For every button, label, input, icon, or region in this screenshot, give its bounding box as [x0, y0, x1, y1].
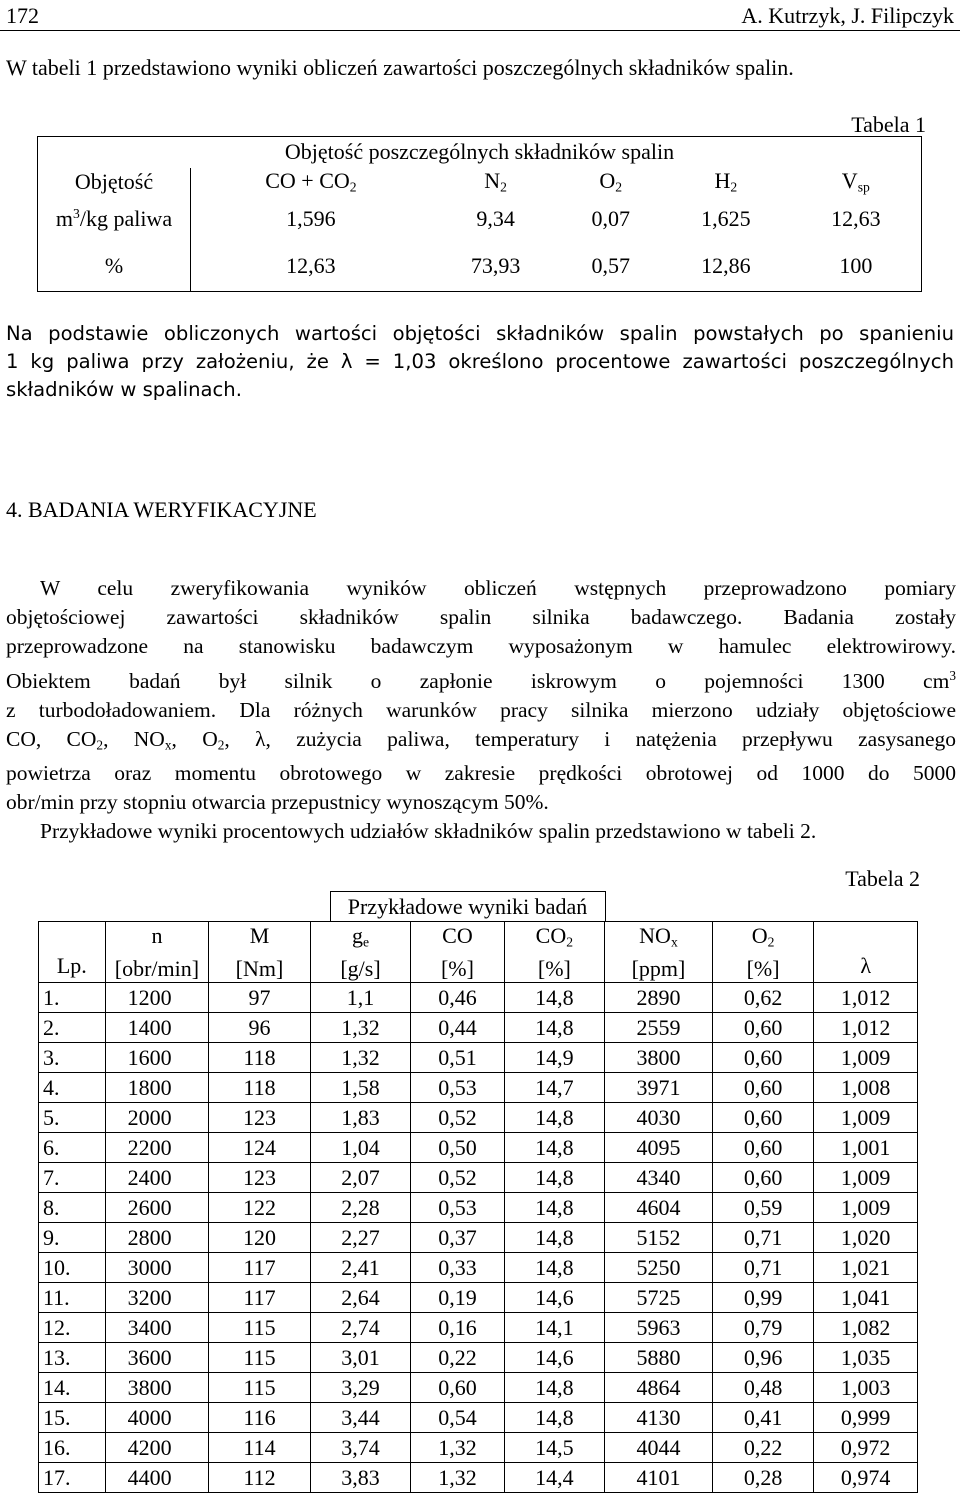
table2-cell: 0,972	[814, 1433, 918, 1463]
table1-label: Tabela 1	[851, 112, 926, 137]
table2-cell: 0,28	[712, 1463, 814, 1493]
table-row	[39, 1163, 918, 1193]
table-row	[39, 1193, 918, 1223]
table2-cell: 14,8	[504, 1253, 605, 1283]
table2-header: $g_e$ [g/s]	[310, 922, 411, 983]
intro-sentence: W tabeli 1 przedstawiono wyniki obliczeń zawartości poszczególnych składników spalin.	[6, 55, 794, 80]
table2-cell: 0,60	[712, 1163, 814, 1193]
table2-cell: 4130	[605, 1403, 713, 1433]
paragraph-line: W celu zweryfikowania wyników obliczeń wstępnych przeprowadzono pomiary	[40, 576, 956, 600]
table2-cell: 0,79	[712, 1313, 814, 1343]
page-number: 172	[6, 3, 39, 28]
table2-cell: 2,41	[310, 1253, 411, 1283]
table2-cell: 0,53	[411, 1193, 504, 1223]
table2-cell: 14,8	[504, 1373, 605, 1403]
table2-cell: 0,60	[712, 1073, 814, 1103]
table2-cell: 1,021	[814, 1253, 918, 1283]
table2-cell: 4.	[39, 1073, 106, 1103]
table2-cell: 4864	[605, 1373, 713, 1403]
table2-cell: 0,53	[411, 1073, 504, 1103]
table2-cell: 1,32	[411, 1433, 504, 1463]
table2-cell: 14,4	[504, 1463, 605, 1493]
table2-cell: 3600	[105, 1343, 209, 1373]
table2-cell: 6.	[39, 1133, 106, 1163]
table2-cell: 7.	[39, 1163, 106, 1193]
table2-cell: 115	[209, 1373, 311, 1403]
table2-cell: 124	[209, 1133, 311, 1163]
table2-cell: 14,6	[504, 1343, 605, 1373]
table2-cell: 0,22	[712, 1433, 814, 1463]
table2-cell: 120	[209, 1223, 311, 1253]
table2-cell: 3971	[605, 1073, 713, 1103]
table2-cell: 1,1	[310, 983, 411, 1013]
table2-cell: 2200	[105, 1133, 209, 1163]
table1-caption: Objętość poszczególnych składników spalin	[38, 137, 922, 168]
table2-cell: 15.	[39, 1403, 106, 1433]
table2-cell: 14.	[39, 1373, 106, 1403]
table2-cell: 1,32	[310, 1013, 411, 1043]
table2-cell: 0,71	[712, 1253, 814, 1283]
table2-cell: 3000	[105, 1253, 209, 1283]
header-rule	[0, 30, 960, 31]
table2-header: $NO_x$ [ppm]	[605, 922, 713, 983]
table2-cell: 2559	[605, 1013, 713, 1043]
table1-cell: 12,63	[791, 197, 922, 242]
table2-cell: 0,22	[411, 1343, 504, 1373]
running-header-authors: A. Kutrzyk, J. Filipczyk	[741, 3, 954, 28]
table-row	[39, 1313, 918, 1343]
table2-header: M [Nm]	[209, 922, 311, 983]
table2-cell: 3800	[105, 1373, 209, 1403]
table2-cell: 3800	[605, 1043, 713, 1073]
table2-cell: 0,60	[712, 1013, 814, 1043]
table2-cell: 14,1	[504, 1313, 605, 1343]
table1-cell: 100	[791, 242, 922, 292]
table2-header: $O_2$ [%]	[712, 922, 814, 983]
table2-cell: 9.	[39, 1223, 106, 1253]
table2-label: Tabela 2	[845, 866, 920, 891]
table2-cell: 1,012	[814, 983, 918, 1013]
table2-cell: 4095	[605, 1133, 713, 1163]
table-row	[39, 1043, 918, 1073]
paragraph-line: przeprowadzone na stanowisku badawczym wyposażonym w hamulec elektrowirowy.	[6, 634, 956, 658]
table2-cell: 0,62	[712, 983, 814, 1013]
table2-cell: 14,8	[504, 1193, 605, 1223]
table2-cell: 2600	[105, 1193, 209, 1223]
table2-cell: 2890	[605, 983, 713, 1013]
table2-cell: 0,60	[712, 1133, 814, 1163]
table2-header: Lp.	[39, 922, 106, 983]
table2-cell: 1,035	[814, 1343, 918, 1373]
table2-cell: 2,07	[310, 1163, 411, 1193]
table2-cell: 5250	[605, 1253, 713, 1283]
table2-cell: 0,41	[712, 1403, 814, 1433]
table2-cell: 123	[209, 1103, 311, 1133]
table2-cell: 1,012	[814, 1013, 918, 1043]
table2-cell: 115	[209, 1343, 311, 1373]
table2-cell: 5963	[605, 1313, 713, 1343]
table2-cell: 0,51	[411, 1043, 504, 1073]
paragraph-verification	[6, 574, 956, 846]
table1-cell: 12,86	[661, 242, 791, 292]
table1-header-vsp: $V_{sp}$	[791, 168, 922, 197]
table2-cell: 0,59	[712, 1193, 814, 1223]
table2-header: n [obr/min]	[105, 922, 209, 983]
paragraph-line: składników w spalinach.	[6, 378, 242, 401]
table-row	[39, 1253, 918, 1283]
table2-cell: 1,003	[814, 1373, 918, 1403]
table2-cell: 117	[209, 1283, 311, 1313]
table2-cell: 112	[209, 1463, 311, 1493]
table2-cell: 0,96	[712, 1343, 814, 1373]
table2-cell: 1,008	[814, 1073, 918, 1103]
table2-cell: 0,60	[411, 1373, 504, 1403]
table2-cell: 4101	[605, 1463, 713, 1493]
table2-cell: 16.	[39, 1433, 106, 1463]
table2-cell: 14,8	[504, 1163, 605, 1193]
table2-cell: 1200	[105, 983, 209, 1013]
table2-cell: 0,52	[411, 1103, 504, 1133]
table2-cell: 14,8	[504, 983, 605, 1013]
section-title: 4. BADANIA WERYFIKACYJNE	[6, 497, 317, 522]
table2-cell: 0,99	[712, 1283, 814, 1313]
paragraph-line: powietrza oraz momentu obrotowego w zakresie prędkości obrotowej od 1000 do 5000	[6, 761, 956, 786]
table2-cell: 1,009	[814, 1043, 918, 1073]
table2-cell: 14,8	[504, 1403, 605, 1433]
table-row	[39, 1133, 918, 1163]
table2-cell: 14,6	[504, 1283, 605, 1313]
table1-col-header: Objętość	[38, 168, 191, 197]
table2-cell: 14,5	[504, 1433, 605, 1463]
table2-cell: 14,9	[504, 1043, 605, 1073]
table2-cell: 4044	[605, 1433, 713, 1463]
table2-cell: 14,8	[504, 1013, 605, 1043]
table1	[37, 136, 922, 292]
table2-cell: 4030	[605, 1103, 713, 1133]
table2-cell: 4200	[105, 1433, 209, 1463]
table2-cell: 1400	[105, 1013, 209, 1043]
table2-cell: 17.	[39, 1463, 106, 1493]
paragraph-line: Na podstawie obliczonych wartości objętości składników spalin powstałych po spanieniu	[6, 322, 954, 345]
table2-cell: 14,8	[504, 1223, 605, 1253]
table1-cell: 0,57	[560, 242, 661, 292]
table2-cell: 2,27	[310, 1223, 411, 1253]
table2-cell: 2800	[105, 1223, 209, 1253]
table2-cell: 0,71	[712, 1223, 814, 1253]
table2-cell: 1,009	[814, 1103, 918, 1133]
table-row	[39, 1433, 918, 1463]
table2-cell: 1,04	[310, 1133, 411, 1163]
table-row	[39, 1013, 918, 1043]
table2-cell: 3400	[105, 1313, 209, 1343]
table2-cell: 2000	[105, 1103, 209, 1133]
table1-cell: 9,34	[476, 206, 515, 231]
paragraph-line: z turbodoładowaniem. Dla różnych warunków pracy silnika mierzono udziały objętościowe	[6, 697, 956, 722]
table2-cell: 1,009	[814, 1193, 918, 1223]
table-row	[39, 1403, 918, 1433]
table2-cell: 5152	[605, 1223, 713, 1253]
table2-cell: 13.	[39, 1343, 106, 1373]
table2-cell: 2,64	[310, 1283, 411, 1313]
paragraph-line: CO, $CO_2$, $NO_x$, $O_2$, λ, zużycia paliwa, temperatury i natężenia przepływu zasysanego	[6, 726, 957, 753]
table-row	[39, 1073, 918, 1103]
table2-cell: 14,8	[504, 1133, 605, 1163]
table2-header: CO [%]	[411, 922, 504, 983]
table2-cell: 1,83	[310, 1103, 411, 1133]
table2-cell: 3,83	[310, 1463, 411, 1493]
table-row	[39, 1463, 918, 1493]
table1-cell: 1,596	[286, 206, 336, 231]
table2-cell: 2.	[39, 1013, 106, 1043]
table2-cell: 123	[209, 1163, 311, 1193]
table-row	[39, 983, 918, 1013]
table2-cell: 5880	[605, 1343, 713, 1373]
table2-cell: 2,28	[310, 1193, 411, 1223]
table-row	[39, 1283, 918, 1313]
table2-cell: 0,33	[411, 1253, 504, 1283]
table2-cell: 115	[209, 1313, 311, 1343]
table2-cell: 118	[209, 1073, 311, 1103]
table2-cell: 0,52	[411, 1163, 504, 1193]
paragraph-calculation-summary	[6, 320, 954, 404]
table2-cell: 1,001	[814, 1133, 918, 1163]
table2-cell: 11.	[39, 1283, 106, 1313]
table2-cell: 0,19	[411, 1283, 504, 1313]
table2-cell: 114	[209, 1433, 311, 1463]
table2-cell: 14,7	[504, 1073, 605, 1103]
table2-cell: 0,46	[411, 983, 504, 1013]
table2-cell: 1,082	[814, 1313, 918, 1343]
table1-cell: 1,625	[701, 206, 751, 231]
table2-cell: 3200	[105, 1283, 209, 1313]
table2-cell: 0,60	[712, 1043, 814, 1073]
table2-cell: 1,32	[310, 1043, 411, 1073]
table2-cell: 1,041	[814, 1283, 918, 1313]
table2-cell: 116	[209, 1403, 311, 1433]
table2-header: $CO_2$ [%]	[504, 922, 605, 983]
table-row	[39, 1103, 918, 1133]
table2-cell: 2400	[105, 1163, 209, 1193]
table1-cell: 0,07	[591, 206, 630, 231]
table2-cell: 117	[209, 1253, 311, 1283]
table1-header-h2: $H_2$	[714, 168, 738, 195]
table2-cell: 1800	[105, 1073, 209, 1103]
table2-cell: 3.	[39, 1043, 106, 1073]
table2-cell: 1,58	[310, 1073, 411, 1103]
table-row	[39, 1223, 918, 1253]
table2-cell: 3,29	[310, 1373, 411, 1403]
table2-cell: 97	[209, 983, 311, 1013]
table1-header-co-co2: CO + $CO_2$	[265, 168, 357, 195]
table2-cell: 4604	[605, 1193, 713, 1223]
table2-cell: 14,8	[504, 1103, 605, 1133]
paragraph-line: Obiektem badań był silnik o zapłonie iskrowym o pojemności 1300 $cm^3$	[6, 668, 956, 693]
table2-cell: 5.	[39, 1103, 106, 1133]
table2-cell: 4340	[605, 1163, 713, 1193]
table2-cell: 1,020	[814, 1223, 918, 1253]
paragraph-line: Przykładowe wyniki procentowych udziałów składników spalin przedstawiono w tabeli 2.	[40, 819, 817, 844]
table2-cell: 118	[209, 1043, 311, 1073]
table2-cell: 0,54	[411, 1403, 504, 1433]
table2-cell: 1.	[39, 983, 106, 1013]
table1-row1-label: $m^3/kg$ paliwa	[38, 197, 191, 242]
table1-cell: 12,63	[191, 242, 431, 292]
table-row	[39, 1373, 918, 1403]
table2-cell: 10.	[39, 1253, 106, 1283]
table2-cell: 3,44	[310, 1403, 411, 1433]
table2-cell: 0,60	[712, 1103, 814, 1133]
table2-cell: 0,44	[411, 1013, 504, 1043]
table2-cell: 0,16	[411, 1313, 504, 1343]
table2-cell: 0,974	[814, 1463, 918, 1493]
table2-cell: 96	[209, 1013, 311, 1043]
table1-cell: 73,93	[431, 242, 561, 292]
table2-cell: 3,74	[310, 1433, 411, 1463]
table1-header-o2: $O_2$	[599, 168, 623, 195]
table2-cell: 8.	[39, 1193, 106, 1223]
table2-cell: 3,01	[310, 1343, 411, 1373]
table2-cell: 0,37	[411, 1223, 504, 1253]
table2-cell: 2,74	[310, 1313, 411, 1343]
table2-cell: 0,999	[814, 1403, 918, 1433]
table2-header: λ	[814, 922, 918, 983]
table2-cell: 0,48	[712, 1373, 814, 1403]
table2-cell: 122	[209, 1193, 311, 1223]
table2-cell: 1,009	[814, 1163, 918, 1193]
table2-cell: 1,32	[411, 1463, 504, 1493]
table1-header-n2: $N_2$	[484, 168, 507, 195]
table-row	[39, 1343, 918, 1373]
paragraph-line: 1 kg paliwa przy założeniu, że λ = 1,03 określono procentowe zawartości poszczególnych	[6, 350, 954, 373]
paragraph-line: obr/min przy stopniu otwarcia przepustnicy wynoszącym 50%.	[6, 790, 549, 815]
table2-cell: 1600	[105, 1043, 209, 1073]
paragraph-line: objętościowej zawartości składników spalin silnika badawczego. Badania zostały	[6, 605, 956, 629]
table2-cell: 4400	[105, 1463, 209, 1493]
table2-cell: 12.	[39, 1313, 106, 1343]
table1-row2-label: %	[38, 242, 191, 292]
table2-caption: Przykładowe wyniki badań	[330, 891, 606, 921]
table2-cell: 5725	[605, 1283, 713, 1313]
table2-cell: 0,50	[411, 1133, 504, 1163]
table2	[38, 891, 918, 1493]
table2-cell: 4000	[105, 1403, 209, 1433]
